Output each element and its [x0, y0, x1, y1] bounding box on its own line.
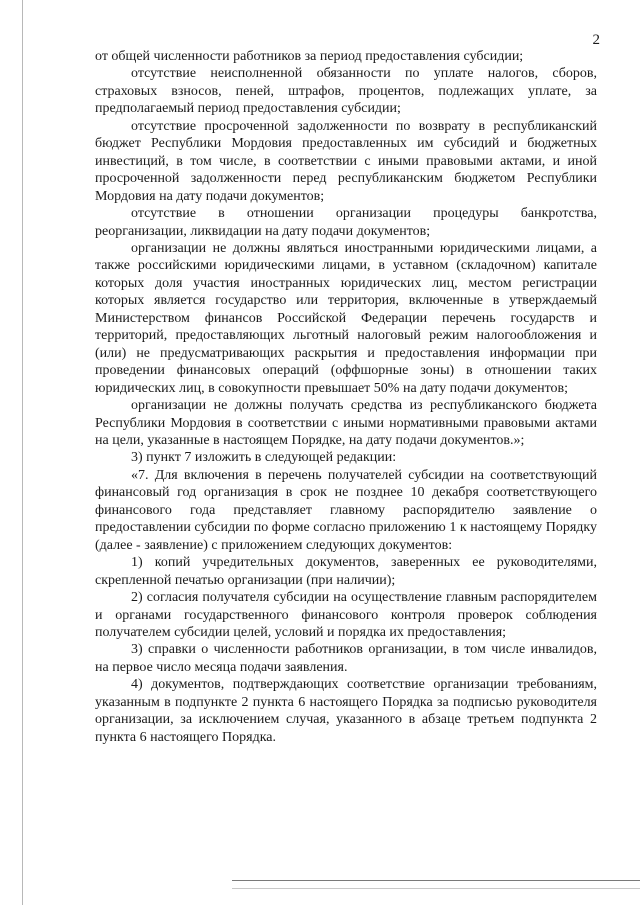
- page-number: 2: [592, 32, 600, 48]
- paragraph-foreign-entities: организации не должны являться иностранными юридическими лицами, а также российскими юридическими лицами, в уставном (складочном) капитале которых доля участия иностранных юридических лиц, местом регистрации которых является государство или территория, включенные в утверждаемый Министерством финансов Российской Федерации перечень государств и территорий, предоставляющих льготный налоговый режим налогообложения и (или) не предусматривающих раскрытия и предоставления информации при проведении финансовых операций (оффшорные зоны) в отношении таких юридических лиц, в совокупности превышает 50% на дату подачи документов;: [95, 240, 597, 396]
- paragraph-tax-debt: отсутствие неисполненной обязанности по уплате налогов, сборов, страховых взносов, пеней, штрафов, процентов, подлежащих уплате, за предполагаемый период предоставления субсидии;: [95, 66, 597, 117]
- paragraph-continuation: от общей численности работников за период предоставления субсидии;: [95, 49, 524, 64]
- scan-edge-bottom: [232, 880, 640, 881]
- document-body: [95, 48, 597, 746]
- paragraph-item-3-intro: 3) пункт 7 изложить в следующей редакции:: [131, 450, 397, 466]
- paragraph-overdue-debt: отсутствие просроченной задолженности по возврату в республиканский бюджет Республики Мордовия предоставленных им субсидий и бюджетных инвестиций, в том числе, в соответствии с иными правовыми актами, и иной просроченной задолженности перед республиканским бюджетом Республики Мордовия на дату подачи документов;: [95, 118, 597, 204]
- paragraph-bankruptcy: отсутствие в отношении организации процедуры банкротства, реорганизации, ликвидации на дату подачи документов;: [95, 206, 597, 239]
- paragraph-list-item-4: 4) документов, подтверждающих соответствие организации требованиям, указанным в подпункте 2 пункта 6 настоящего Порядка за подписью руководителя организации, за исключением случая, указанного в абзаце третьем подпункта 2 пункта 6 настоящего Порядка.: [95, 677, 597, 745]
- paragraph-list-item-3: 3) справки о численности работников организации, в том числе инвалидов, на первое число месяца подачи заявления.: [95, 642, 597, 675]
- paragraph-no-other-funds: организации не должны получать средства из республиканского бюджета Республики Мордовия в соответствии с иными нормативными правовыми актами на цели, указанные в настоящем Порядке, на дату подачи документов.»;: [95, 398, 597, 448]
- scan-edge-bottom-secondary: [232, 888, 640, 889]
- paragraph-list-item-1: 1) копий учредительных документов, заверенных ее руководителями, скрепленной печатью организации (при наличии);: [95, 555, 597, 588]
- paragraph-clause-7: «7. Для включения в перечень получателей субсидии на соответствующий финансовый год организация в срок не позднее 10 декабря соответствующего финансового года представляет главному распорядителю заявление о предоставлении субсидии по форме согласно приложению 1 к настоящему Порядку (далее - заявление) с приложением следующих документов:: [95, 467, 597, 553]
- paragraph-list-item-2: 2) согласия получателя субсидии на осуществление главным распорядителем и органами государственного финансового контроля проверок соблюдения получателем субсидии целей, условий и порядка их предоставления;: [95, 590, 597, 640]
- scan-edge-left: [22, 0, 23, 905]
